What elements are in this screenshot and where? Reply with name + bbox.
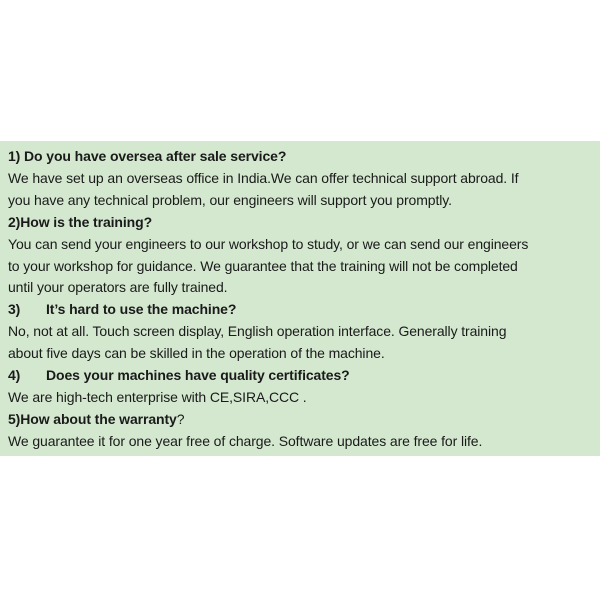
faq-question-text-1: Do you have oversea after sale service? xyxy=(24,148,287,164)
faq-question-3 xyxy=(8,299,592,321)
faq-answer-5-line-1: We guarantee it for one year free of charge. Software updates are free for life. xyxy=(8,432,483,449)
faq-question-4 xyxy=(8,365,592,387)
faq-answer-2-line-2: to your workshop for guidance. We guarantee that the training will not be completed xyxy=(8,257,518,274)
faq-question-1 xyxy=(8,146,592,168)
faq-answer-3-line-2: about five days can be skilled in the operation of the machine. xyxy=(8,345,385,362)
faq-number-5: 5) xyxy=(8,410,21,427)
faq-question-text-5: How about the warranty xyxy=(20,410,177,427)
faq-question-text-4: Does your machines have quality certificates? xyxy=(46,367,350,384)
faq-question-text-3: It’s hard to use the machine? xyxy=(46,301,237,318)
faq-question-text-2: How is the training? xyxy=(20,213,153,230)
faq-answer-2-line-1: You can send your engineers to our workshop to study, or we can send our engineers xyxy=(8,235,529,252)
faq-number-1: 1) xyxy=(8,148,21,164)
faq-number-2: 2) xyxy=(8,213,21,230)
faq-number-4: 4) xyxy=(8,367,21,384)
faq-question-5 xyxy=(8,409,592,431)
faq-question-suffix-5: ? xyxy=(176,410,185,427)
faq-answer-1-line-1: We have set up an overseas office in India.We can offer technical support abroad. If xyxy=(8,169,519,186)
faq-answer-4-line-1: We are high-tech enterprise with CE,SIRA,CCC . xyxy=(8,388,307,405)
faq-panel xyxy=(0,141,600,456)
faq-number-3: 3) xyxy=(8,301,21,318)
faq-answer-3-line-1: No, not at all. Touch screen display, English operation interface. Generally training xyxy=(8,323,507,340)
faq-question-2 xyxy=(8,212,592,234)
faq-answer-2-line-3: until your operators are fully trained. xyxy=(8,279,228,296)
faq-answer-1-line-2: you have any technical problem, our engineers will support you promptly. xyxy=(8,191,452,208)
